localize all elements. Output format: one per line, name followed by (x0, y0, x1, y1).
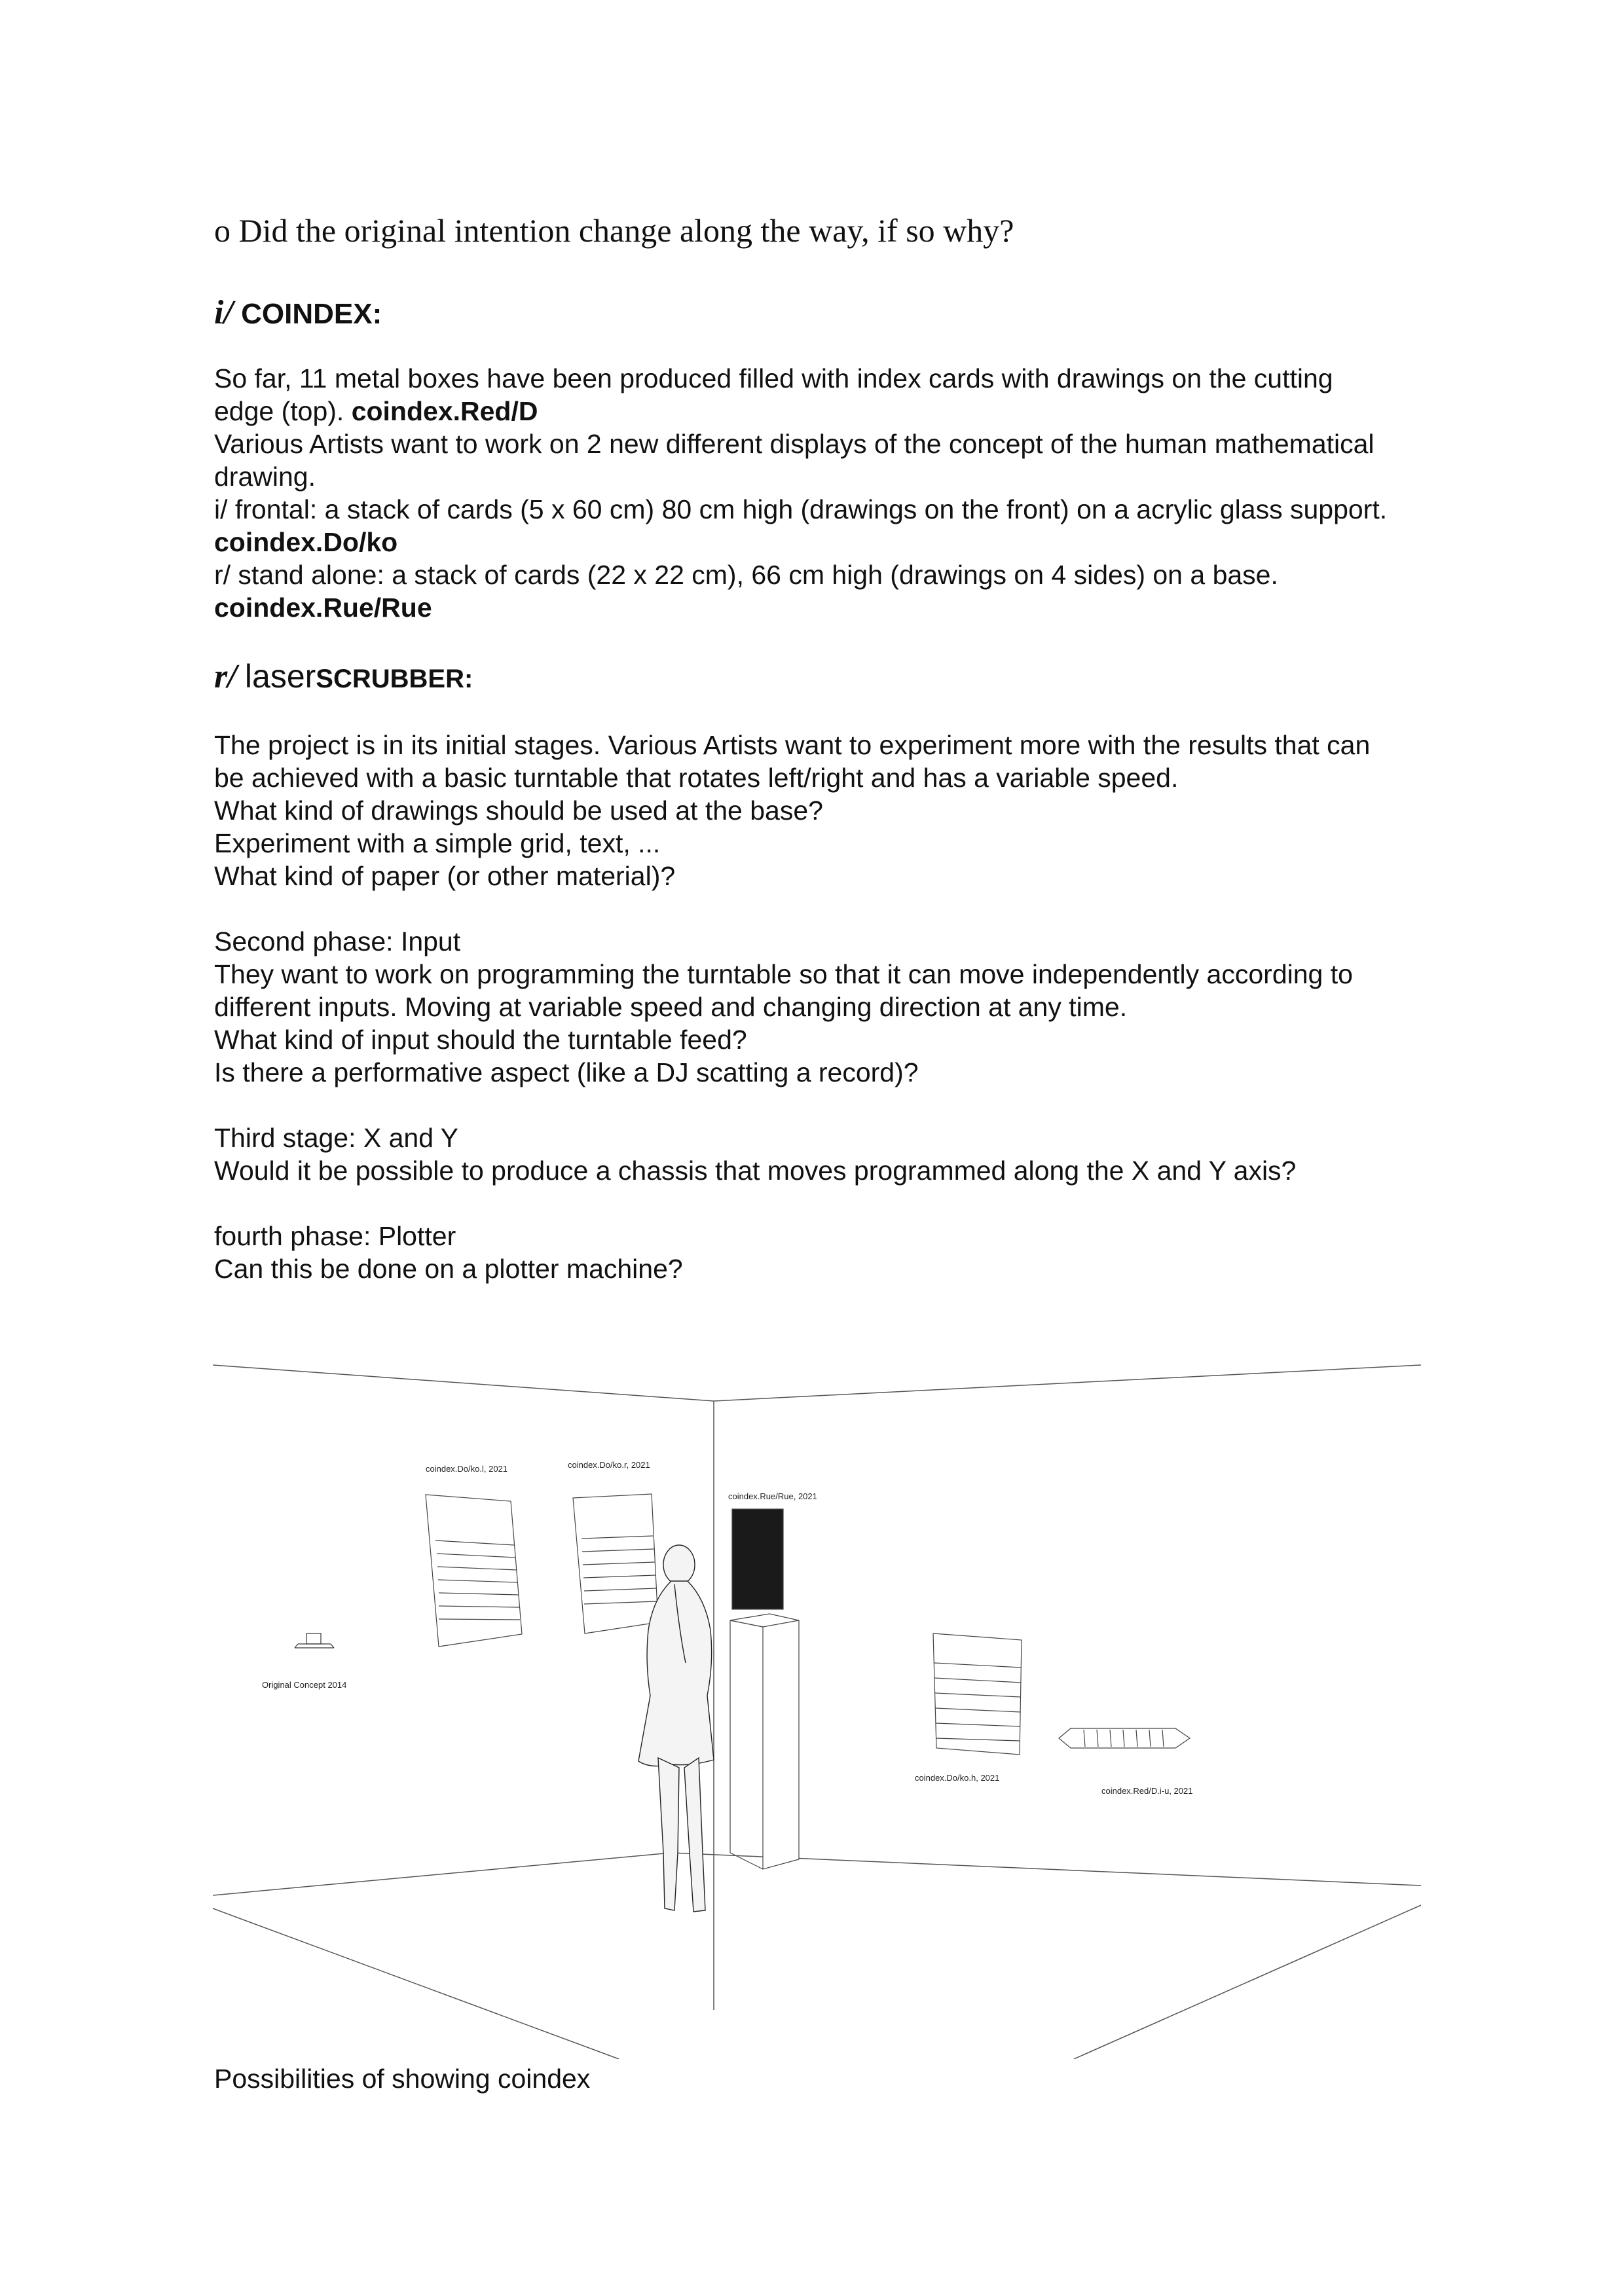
text-line: Would it be possible to produce a chassis that moves programmed along the X and Y axis? (214, 1156, 1297, 1186)
frontal-stack-left (426, 1495, 522, 1647)
text-line: r/ stand alone: a stack of cards (22 x 22 cm), 66 cm high (drawings on 4 sides) on a base. (214, 560, 1278, 590)
paragraph-gap (214, 1187, 1445, 1220)
section-title-light: laser (244, 658, 316, 695)
laserscrubber-body (214, 729, 1445, 1285)
bold-reference: coindex.Rue/Rue (214, 592, 432, 623)
coindex-body (214, 362, 1445, 624)
text-line: What kind of drawings should be used at the base? (214, 795, 823, 826)
text-line: i/ frontal: a stack of cards (5 x 60 cm) 80 cm high (drawings on the front) on a acrylic glass support. (214, 494, 1388, 524)
label-rue-rue: coindex.Rue/Rue, 2021 (728, 1491, 817, 1501)
text-line: drawing. (214, 462, 316, 492)
text-line: What kind of paper (or other material)? (214, 861, 676, 891)
text-line: The project is in its initial stages. Various Artists want to experiment more with the results that can (214, 730, 1371, 760)
text-line: What kind of input should the turntable feed? (214, 1025, 747, 1055)
question-heading: o Did the original intention change along the way, if so why? (214, 212, 1014, 249)
label-original-concept: Original Concept 2014 (262, 1680, 347, 1690)
text-line (214, 395, 1445, 428)
frontal-stack-far-right (933, 1633, 1022, 1755)
red-d-box-row (1059, 1728, 1190, 1748)
bold-reference: coindex.Do/ko (214, 527, 398, 557)
text-line: So far, 11 metal boxes have been produced filled with index cards with drawings on the cutting (214, 363, 1333, 393)
paragraph-gap (214, 1089, 1445, 1121)
section-heading-coindex (214, 293, 382, 333)
section-prefix: r/ (214, 658, 237, 695)
exhibition-drawing (213, 1355, 1421, 2059)
original-concept-box (295, 1633, 334, 1648)
section-title-caps: SCRUBBER: (316, 665, 473, 693)
text-line: Experiment with a simple grid, text, ... (214, 828, 661, 858)
label-doko-h: coindex.Do/ko.h, 2021 (915, 1773, 1000, 1783)
section-title: COINDEX: (241, 298, 382, 330)
figure-caption: Possibilities of showing coindex (214, 2064, 591, 2094)
label-doko-l: coindex.Do/ko.l, 2021 (426, 1464, 508, 1474)
bold-reference: coindex.Red/D (351, 396, 538, 426)
text-line: They want to work on programming the turntable so that it can move independently according to (214, 959, 1353, 989)
paragraph-gap (214, 892, 1445, 925)
section-heading-laserscrubber (214, 657, 473, 697)
text-line: Second phase: Input (214, 926, 461, 957)
text-line: Third stage: X and Y (214, 1123, 459, 1153)
frontal-stack-right (573, 1494, 658, 1633)
text-line: fourth phase: Plotter (214, 1221, 456, 1251)
room-outline (213, 1365, 1421, 2059)
text-line: different inputs. Moving at variable speed and changing direction at any time. (214, 992, 1128, 1022)
label-red-d: coindex.Red/D.i-u, 2021 (1101, 1786, 1193, 1796)
label-doko-r: coindex.Do/ko.r, 2021 (568, 1460, 650, 1470)
text-line: Is there a performative aspect (like a DJ scatting a record)? (214, 1057, 919, 1087)
text-line: Can this be done on a plotter machine? (214, 1254, 683, 1284)
rue-rue-stand (730, 1509, 799, 1869)
text-line: be achieved with a basic turntable that rotates left/right and has a variable speed. (214, 763, 1179, 793)
text-line: Various Artists want to work on 2 new different displays of the concept of the human mathematical (214, 429, 1375, 459)
section-prefix: i/ (214, 294, 233, 331)
text-span: edge (top). (214, 396, 352, 426)
